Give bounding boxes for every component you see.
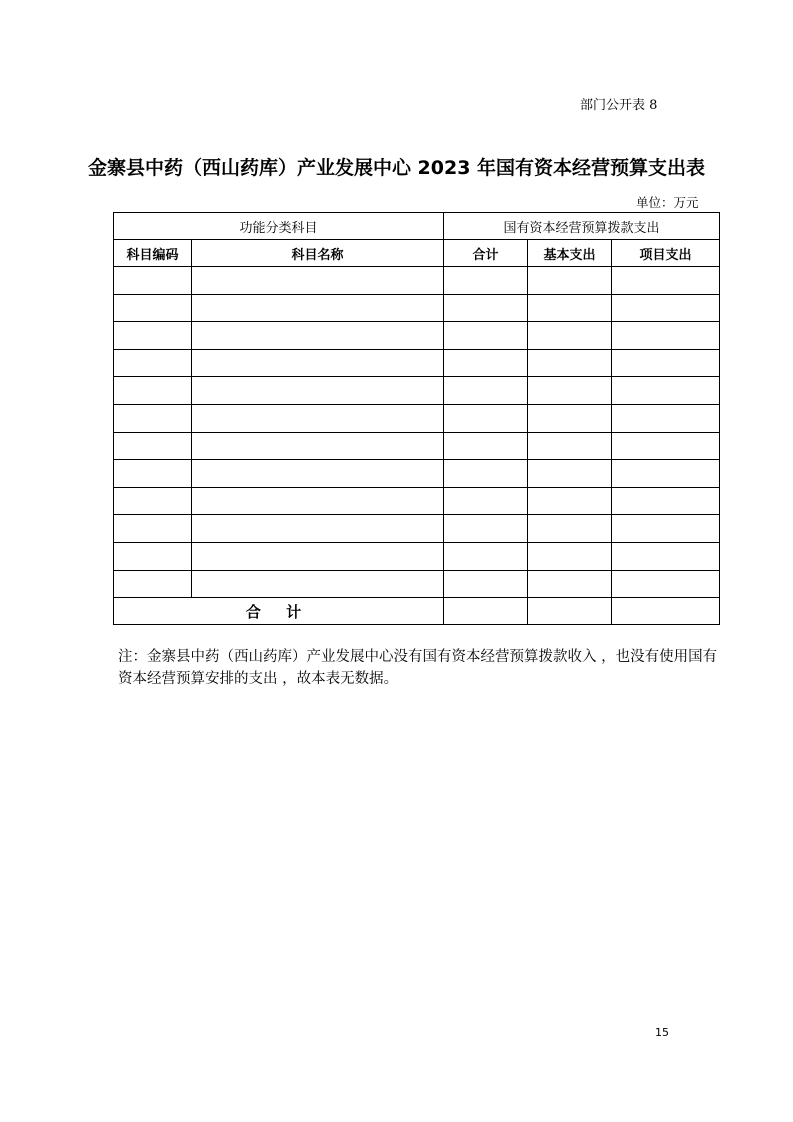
table-row xyxy=(114,322,720,350)
table-row xyxy=(114,377,720,405)
cell-code xyxy=(114,542,192,570)
cell-code xyxy=(114,515,192,543)
table-row xyxy=(114,349,720,377)
cell-basic xyxy=(528,349,612,377)
cell-basic xyxy=(528,460,612,488)
cell-project xyxy=(612,404,720,432)
cell-project xyxy=(612,460,720,488)
cell-code xyxy=(114,432,192,460)
cell-name xyxy=(192,377,444,405)
cell-name xyxy=(192,404,444,432)
cell-basic xyxy=(528,377,612,405)
cell-total xyxy=(444,432,528,460)
cell-code xyxy=(114,487,192,515)
cell-name xyxy=(192,267,444,295)
cell-basic xyxy=(528,570,612,598)
cell-total xyxy=(444,570,528,598)
cell-project xyxy=(612,349,720,377)
cell-total xyxy=(444,404,528,432)
table-row xyxy=(114,542,720,570)
cell-project xyxy=(612,515,720,543)
total-cell-total xyxy=(444,598,528,625)
cell-code xyxy=(114,267,192,295)
table-row xyxy=(114,267,720,295)
table-body xyxy=(114,267,720,598)
cell-basic xyxy=(528,432,612,460)
cell-total xyxy=(444,515,528,543)
cell-name xyxy=(192,460,444,488)
cell-project xyxy=(612,322,720,350)
cell-code xyxy=(114,570,192,598)
cell-basic xyxy=(528,487,612,515)
table-row xyxy=(114,294,720,322)
cell-code xyxy=(114,460,192,488)
table-row xyxy=(114,460,720,488)
cell-total xyxy=(444,322,528,350)
header-function-category: 功能分类科目 xyxy=(114,213,444,240)
table-group-header-row xyxy=(114,213,720,240)
table-row xyxy=(114,515,720,543)
header-name: 科目名称 xyxy=(192,240,444,267)
cell-project xyxy=(612,377,720,405)
header-appropriation: 国有资本经营预算拨款支出 xyxy=(444,213,720,240)
cell-basic xyxy=(528,542,612,570)
total-label: 合 计 xyxy=(114,598,444,625)
cell-project xyxy=(612,487,720,515)
cell-basic xyxy=(528,322,612,350)
total-row xyxy=(114,598,720,625)
cell-name xyxy=(192,570,444,598)
cell-total xyxy=(444,460,528,488)
budget-table xyxy=(113,212,720,625)
cell-project xyxy=(612,267,720,295)
total-cell-basic xyxy=(528,598,612,625)
header-project: 项目支出 xyxy=(612,240,720,267)
table-row xyxy=(114,432,720,460)
page-number: 15 xyxy=(655,1026,669,1039)
cell-code xyxy=(114,404,192,432)
cell-code xyxy=(114,349,192,377)
cell-project xyxy=(612,570,720,598)
header-basic: 基本支出 xyxy=(528,240,612,267)
cell-basic xyxy=(528,267,612,295)
cell-code xyxy=(114,294,192,322)
table-column-header-row xyxy=(114,240,720,267)
cell-total xyxy=(444,267,528,295)
cell-total xyxy=(444,487,528,515)
cell-basic xyxy=(528,294,612,322)
cell-basic xyxy=(528,404,612,432)
cell-name xyxy=(192,542,444,570)
cell-basic xyxy=(528,515,612,543)
cell-name xyxy=(192,487,444,515)
cell-name xyxy=(192,515,444,543)
cell-project xyxy=(612,432,720,460)
cell-total xyxy=(444,349,528,377)
table-row xyxy=(114,404,720,432)
total-cell-project xyxy=(612,598,720,625)
cell-total xyxy=(444,377,528,405)
cell-name xyxy=(192,349,444,377)
page-label: 部门公开表 8 xyxy=(580,98,658,113)
page-title: 金寨县中药（西山药库）产业发展中心 2023 年国有资本经营预算支出表 xyxy=(87,157,706,179)
table-row xyxy=(114,570,720,598)
cell-project xyxy=(612,542,720,570)
header-code: 科目编码 xyxy=(114,240,192,267)
table-row xyxy=(114,487,720,515)
cell-name xyxy=(192,432,444,460)
header-total: 合计 xyxy=(444,240,528,267)
cell-code xyxy=(114,377,192,405)
cell-total xyxy=(444,294,528,322)
cell-code xyxy=(114,322,192,350)
cell-name xyxy=(192,294,444,322)
unit-label: 单位：万元 xyxy=(636,195,699,210)
cell-name xyxy=(192,322,444,350)
cell-total xyxy=(444,542,528,570)
note-text: 注：金寨县中药（西山药库）产业发展中心没有国有资本经营预算拨款收入 ，也没有使用国有资本经营预算安排的支出 ，故本表无数据。 xyxy=(118,649,718,687)
cell-project xyxy=(612,294,720,322)
